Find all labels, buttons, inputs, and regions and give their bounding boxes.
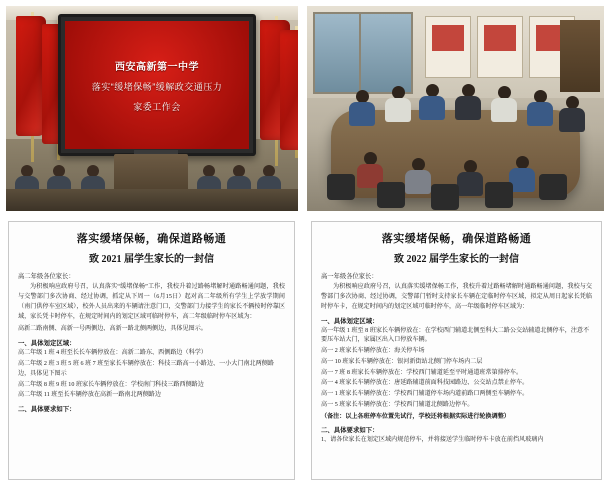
letter-2021-body <box>8 221 295 480</box>
screen-line-1: 西安高新第一中学 <box>115 61 199 73</box>
person-body <box>419 96 445 120</box>
section-heading-zones: 一、具体划定区域： <box>321 317 379 325</box>
person-body <box>405 170 431 194</box>
letter-note: （备注：以上各班停车位置先试行，学校还将根据实际进行轮换调整） <box>321 413 510 420</box>
zone-item: 高二年级 2 班 3 班 5 班 6 班 7 班至家长车辆停放在：科技三路高一小路边、一小大门南北两侧路边，具体见下图示 <box>18 361 274 377</box>
person-body <box>559 108 585 132</box>
zone-item: 高一 7 班 8 班家长车辆停放在：学校西门辅道延至平时通道班常第排停车。 <box>321 369 523 376</box>
letter-salutation: 高二年级各位家长： <box>18 273 75 280</box>
screen-line-2: 落实“缓堵保畅”缓解政交通压力 <box>91 81 223 92</box>
zone-item: 高二年级 1 班 4 班至长长车辆停放在：高新二路东、西侧路边（科学） <box>18 350 207 357</box>
zone-item: 高一年级 1 班至 8 班家长车辆停放在：在学校西门辅道北侧至科大二路公交站辅道北侧停车，注意不要压车站大门，家属区出入口停放车辆。 <box>321 327 590 344</box>
letter-2022 <box>303 215 610 480</box>
person <box>453 84 483 118</box>
letter-paragraph: 为积极响应政府号召，认真落实“缓堵保畅”工作，我校升着过路畅堵解时通路畅通问题，我校与交警部门多次协商、经过协调，抓定从下周一（6月15日）起对高二年级所有学生上学放学期间（南门供停车室区域），校外人员出来的车辆请注意门口，交警部门力接学生的家长不辆按时停靠区域，家长凭卡时停车，在规定时间内的划定区域可临时停车，高二年级临时停车区域为： <box>18 284 285 320</box>
person <box>383 86 413 120</box>
photo-right-inner <box>307 6 604 211</box>
zone-item: 高二年级 11 班至长车辆停放在高新一路南北两侧路边 <box>18 392 161 399</box>
zone-item: 高一 5 班家长车辆停放在：学校西门辅道北侧路边停车。 <box>321 401 474 408</box>
person-body <box>491 98 517 122</box>
flag-icon <box>278 26 298 158</box>
room-background <box>6 6 298 211</box>
wall-poster <box>477 16 523 78</box>
person <box>417 84 447 118</box>
letter-salutation: 高一年级各位家长： <box>321 273 378 280</box>
person-body <box>455 96 481 120</box>
person <box>403 158 433 192</box>
person <box>557 96 587 130</box>
person <box>455 160 485 194</box>
person <box>355 152 385 186</box>
zone-item: 高二年级 8 班 9 班 10 班家长车辆停放在：学校南门科技三路西侧路边 <box>18 381 204 388</box>
zone-item: 高一 2 班家长车辆停放在：海关停车场 <box>321 348 425 355</box>
letter-paragraph: 高新二路南侧、高新一号两侧边、高新一路北侧两侧边，具体见图示。 <box>18 326 207 333</box>
letter-subtitle: 致 2022 届学生家长的一封信 <box>394 254 519 265</box>
zone-item: 高一 4 班家长车辆停放在：唐延路辅道前面科技园路边、公交站点禁止停车。 <box>321 380 529 387</box>
presentation-screen <box>58 14 256 156</box>
zone-item: 高一 10 班家长车辆停放在：银河新街站北侧门停车场内二层 <box>321 358 483 365</box>
screen-line-3: 家委工作会 <box>133 101 181 112</box>
person-body <box>385 98 411 122</box>
letter-title: 落实缓堵保畅，确保道路畅通 <box>76 233 227 245</box>
photo-conference-screen <box>0 0 303 215</box>
chair <box>327 174 355 200</box>
zone-item: 高一 1 班家长车辆停放在：学校西门辅道停车场内道前路口两侧至车辆停车。 <box>321 391 529 398</box>
letter-2021 <box>0 215 303 480</box>
person <box>525 90 555 124</box>
section-heading-zones: 一、具体划定区域： <box>18 340 76 348</box>
section-heading-requirements: 二、具体要求如下： <box>321 427 379 435</box>
letter-title: 落实缓堵保畅，确保道路畅通 <box>381 233 532 245</box>
letter-2022-body <box>311 221 602 480</box>
person-body <box>527 102 553 126</box>
person-body <box>457 172 483 196</box>
letter-subtitle: 致 2021 届学生家长的一封信 <box>89 254 214 265</box>
chair <box>485 182 513 208</box>
meeting-room-background <box>307 6 604 211</box>
poster-image <box>484 25 516 51</box>
chair <box>431 184 459 210</box>
letter-paragraph: 为积极响应政府号召，认真落实缓堵保畅工作，我校升着过路畅堵解时通路畅通问题，我校与交警部门多次协商、经过协调，交警部门暂时支持家长车辆在定临时停车区域，拟定从周日起家长凭临时停车卡，在规定时间内的划定区域可临时停车，高一年级临时停车区域为： <box>321 284 592 310</box>
section-heading-requirements: 二、具体要求如下： <box>18 406 76 414</box>
front-table <box>6 189 298 211</box>
chair <box>539 174 567 200</box>
photo-meeting-table <box>303 0 610 215</box>
requirement-item: 1、请各位家长在划定区域内规范停车，并将接送学生临时停车卡放在前挡风玻璃内 <box>321 437 544 444</box>
poster-image <box>432 25 464 51</box>
screen-content <box>65 21 249 149</box>
cabinet <box>560 20 600 92</box>
person-body <box>349 102 375 126</box>
flag-cloth <box>280 30 298 150</box>
wall-poster <box>425 16 471 78</box>
chair <box>377 182 405 208</box>
photo-left-inner <box>6 6 298 211</box>
person <box>347 90 377 124</box>
person <box>489 86 519 120</box>
window <box>313 12 413 94</box>
